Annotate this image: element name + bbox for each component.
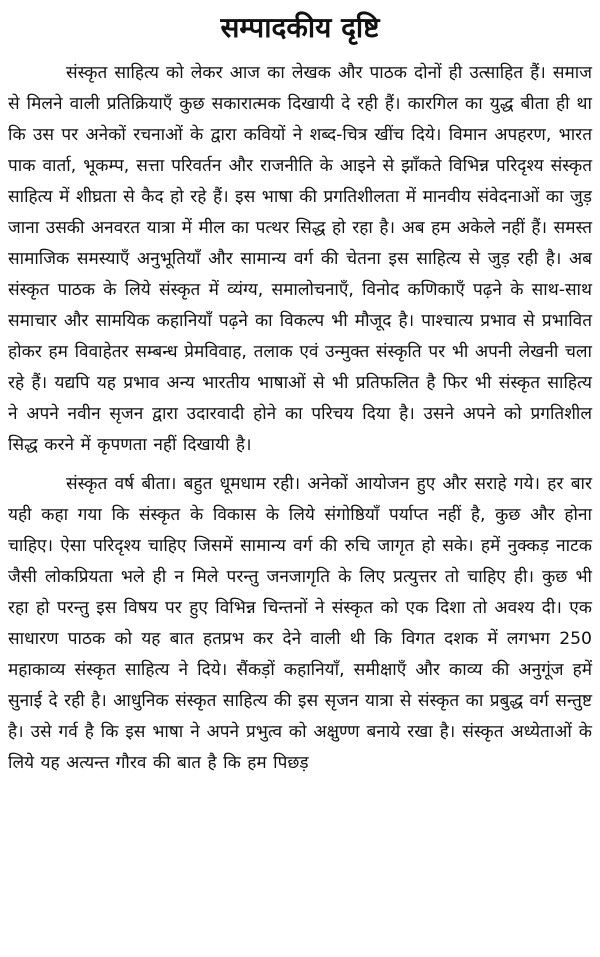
paragraph-1: संस्कृत साहित्य को लेकर आज का लेखक और पाठक दोनों ही उत्साहित हैं। समाज से मिलने वाली प्रतिक्रियाएँ कुछ सकारात्मक दिखायी दे रही हैं। कारगिल का युद्ध बीता ही था कि उस पर अनेकों रचनाओं के द्वारा कवियों ने शब्द-चित्र खींच दिये। विमान अपहरण, भारत पाक वार्ता, भूकम्प, सत्ता परिवर्तन और राजनीति के आइने से झाँकते विभिन्न परिदृश्य संस्कृत साहित्य में शीघ्रता से कैद हो रहे हैं। इस भाषा की प्रगतिशीलता में मानवीय संवेदनाओं का जुड़ जाना उसकी अनवरत यात्रा में मील का पत्थर सिद्ध हो रहा है। अब हम अकेले नहीं हैं। समस्त सामाजिक समस्याएँ अनुभूतियाँ और सामान्य वर्ग की चेतना इस साहित्य से जुड़ रही है। अब संस्कृत पाठक के लिये संस्कृत में व्यंग्य, समालोचनाएँ, विनोद कणिकाएँ पढ़ने के साथ-साथ समाचार और सामयिक कहानियाँ पढ़ने का विकल्प भी मौजूद है। पाश्चात्य प्रभाव से प्रभावित होकर हम विवाहेतर सम्बन्ध प्रेमविवाह, तलाक एवं उन्मुक्त संस्कृति पर भी अपनी लेखनी चला रहे हैं। यद्यपि यह प्रभाव अन्य भारतीय भाषाओं से भी प्रतिफलित है फिर भी संस्कृत साहित्य ने अपने नवीन सृजन द्वारा उदारवादी होने का परिचय दिया है। उसने अपने को प्रगतिशील सिद्ध करने में कृपणता नहीं दिखायी है। <box>8 63 592 455</box>
paragraph-2: संस्कृत वर्ष बीता। बहुत धूमधाम रही। अनेकों आयोजन हुए और सराहे गये। हर बार यही कहा गया कि संस्कृत के विकास के लिये संगोष्ठियाँ पर्याप्त नहीं है, कुछ और होना चाहिए। ऐसा परिदृश्य चाहिए जिसमें सामान्य वर्ग की रुचि जागृत हो सके। हमें नुक्कड़ नाटक जैसी लोकप्रियता भले ही न मिले परन्तु जनजागृति के लिए प्रत्युत्तर तो चाहिए ही। कुछ भी रहा हो परन्तु इस विषय पर हुए विभिन्न चिन्तनों ने संस्कृत को एक दिशा तो अवश्य दी। एक साधारण पाठक को यह बात हतप्रभ कर देने वाली थी कि विगत दशक में लगभग 250 महाकाव्य संस्कृत साहित्य ने दिये। सैंकड़ों कहानियाँ, समीक्षाएँ और काव्य की अनुगूंज हमें सुनाई दे रही है। आधुनिक संस्कृत साहित्य की इस सृजन यात्रा से संस्कृत का प्रबुद्ध वर्ग सन्तुष्ट है। उसे गर्व है कि इस भाषा ने अपने प्रभुत्व को अक्षुण्ण बनाये रखा है। संस्कृत अध्येताओं के लिये यह अत्यन्त गौरव की बात है कि हम पिछड़ <box>8 474 592 773</box>
page-title: सम्पादकीय दृष्टि <box>220 11 380 44</box>
